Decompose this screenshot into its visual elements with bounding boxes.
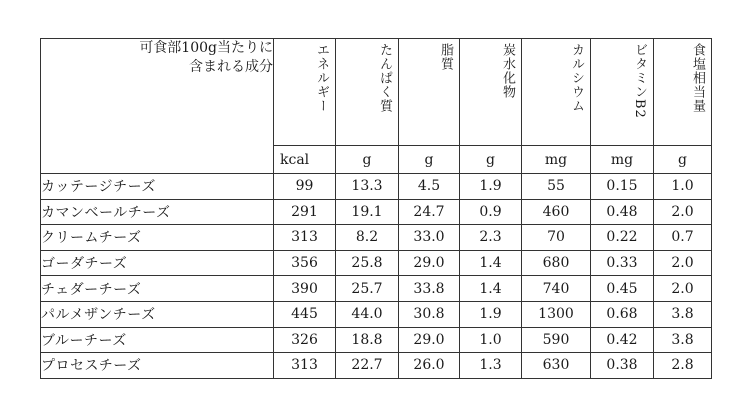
carbohydrate-value: 1.0	[460, 327, 522, 353]
energy-value: 99	[274, 174, 336, 200]
carbohydrate-value: 1.9	[460, 174, 522, 200]
column-label-fat: 脂質	[438, 43, 453, 71]
energy-value: 291	[274, 199, 336, 225]
table-row	[41, 301, 712, 327]
protein-value: 8.2	[336, 225, 399, 251]
unit-vitamin-b2: mg	[591, 146, 654, 174]
salt-value: 3.8	[654, 327, 712, 353]
salt-value: 2.8	[654, 353, 712, 379]
energy-value: 390	[274, 276, 336, 302]
protein-value: 18.8	[336, 327, 399, 353]
column-label-energy: エネルギー	[314, 43, 329, 113]
energy-value: 313	[274, 353, 336, 379]
table-row	[41, 353, 712, 379]
column-label-salt: 食塩相当量	[690, 43, 705, 113]
cheese-name: カマンベールチーズ	[41, 199, 274, 225]
protein-value: 25.7	[336, 276, 399, 302]
column-header-calcium	[522, 39, 591, 146]
calcium-value: 55	[522, 174, 591, 200]
fat-value: 29.0	[399, 250, 460, 276]
calcium-value: 680	[522, 250, 591, 276]
salt-value: 2.0	[654, 199, 712, 225]
calcium-value: 70	[522, 225, 591, 251]
carbohydrate-value: 2.3	[460, 225, 522, 251]
fat-value: 33.0	[399, 225, 460, 251]
calcium-value: 460	[522, 199, 591, 225]
vitamin-b2-value: 0.15	[591, 174, 654, 200]
header-row	[41, 39, 712, 146]
vitamin-b2-value: 0.48	[591, 199, 654, 225]
salt-value: 2.0	[654, 276, 712, 302]
column-label-carbohydrate: 炭水化物	[500, 43, 515, 99]
vitamin-b2-value: 0.22	[591, 225, 654, 251]
cheese-name: ブルーチーズ	[41, 327, 274, 353]
protein-value: 25.8	[336, 250, 399, 276]
calcium-value: 740	[522, 276, 591, 302]
cheese-name: プロセスチーズ	[41, 353, 274, 379]
cheese-name: ゴーダチーズ	[41, 250, 274, 276]
corner-label-line-2: 含まれる成分	[189, 59, 273, 75]
fat-value: 26.0	[399, 353, 460, 379]
table-row	[41, 250, 712, 276]
energy-value: 356	[274, 250, 336, 276]
table-row	[41, 327, 712, 353]
cheese-name: チェダーチーズ	[41, 276, 274, 302]
corner-label-line-1: 可食部100g当たりに	[139, 40, 273, 56]
calcium-value: 1300	[522, 301, 591, 327]
unit-carbohydrate: g	[460, 146, 522, 174]
cheese-name: クリームチーズ	[41, 225, 274, 251]
column-header-salt	[654, 39, 712, 146]
fat-value: 30.8	[399, 301, 460, 327]
table-row	[41, 199, 712, 225]
carbohydrate-value: 1.9	[460, 301, 522, 327]
salt-value: 3.8	[654, 301, 712, 327]
column-header-energy	[274, 39, 336, 146]
fat-value: 24.7	[399, 199, 460, 225]
vitamin-b2-value: 0.45	[591, 276, 654, 302]
column-label-vitamin-b2: ビタミンB2	[632, 43, 647, 119]
energy-value: 445	[274, 301, 336, 327]
table-row	[41, 276, 712, 302]
protein-value: 44.0	[336, 301, 399, 327]
unit-salt: g	[654, 146, 712, 174]
carbohydrate-value: 1.3	[460, 353, 522, 379]
unit-fat: g	[399, 146, 460, 174]
fat-value: 33.8	[399, 276, 460, 302]
carbohydrate-value: 1.4	[460, 276, 522, 302]
energy-value: 313	[274, 225, 336, 251]
calcium-value: 630	[522, 353, 591, 379]
column-label-calcium: カルシウム	[569, 43, 584, 113]
vitamin-b2-value: 0.68	[591, 301, 654, 327]
table-row	[41, 225, 712, 251]
vitamin-b2-value: 0.33	[591, 250, 654, 276]
vitamin-b2-value: 0.42	[591, 327, 654, 353]
column-header-protein	[336, 39, 399, 146]
salt-value: 0.7	[654, 225, 712, 251]
salt-value: 1.0	[654, 174, 712, 200]
unit-protein: g	[336, 146, 399, 174]
carbohydrate-value: 1.4	[460, 250, 522, 276]
cheese-name: カッテージチーズ	[41, 174, 274, 200]
fat-value: 29.0	[399, 327, 460, 353]
cheese-name: パルメザンチーズ	[41, 301, 274, 327]
column-header-vitamin-b2	[591, 39, 654, 146]
unit-energy: kcal	[274, 146, 336, 174]
nutrition-table	[40, 38, 712, 379]
column-label-protein: たんぱく質	[377, 43, 392, 113]
corner-header	[41, 39, 274, 174]
protein-value: 19.1	[336, 199, 399, 225]
calcium-value: 590	[522, 327, 591, 353]
table-row	[41, 174, 712, 200]
protein-value: 22.7	[336, 353, 399, 379]
unit-calcium: mg	[522, 146, 591, 174]
column-header-carbohydrate	[460, 39, 522, 146]
column-header-fat	[399, 39, 460, 146]
salt-value: 2.0	[654, 250, 712, 276]
fat-value: 4.5	[399, 174, 460, 200]
vitamin-b2-value: 0.38	[591, 353, 654, 379]
carbohydrate-value: 0.9	[460, 199, 522, 225]
energy-value: 326	[274, 327, 336, 353]
protein-value: 13.3	[336, 174, 399, 200]
